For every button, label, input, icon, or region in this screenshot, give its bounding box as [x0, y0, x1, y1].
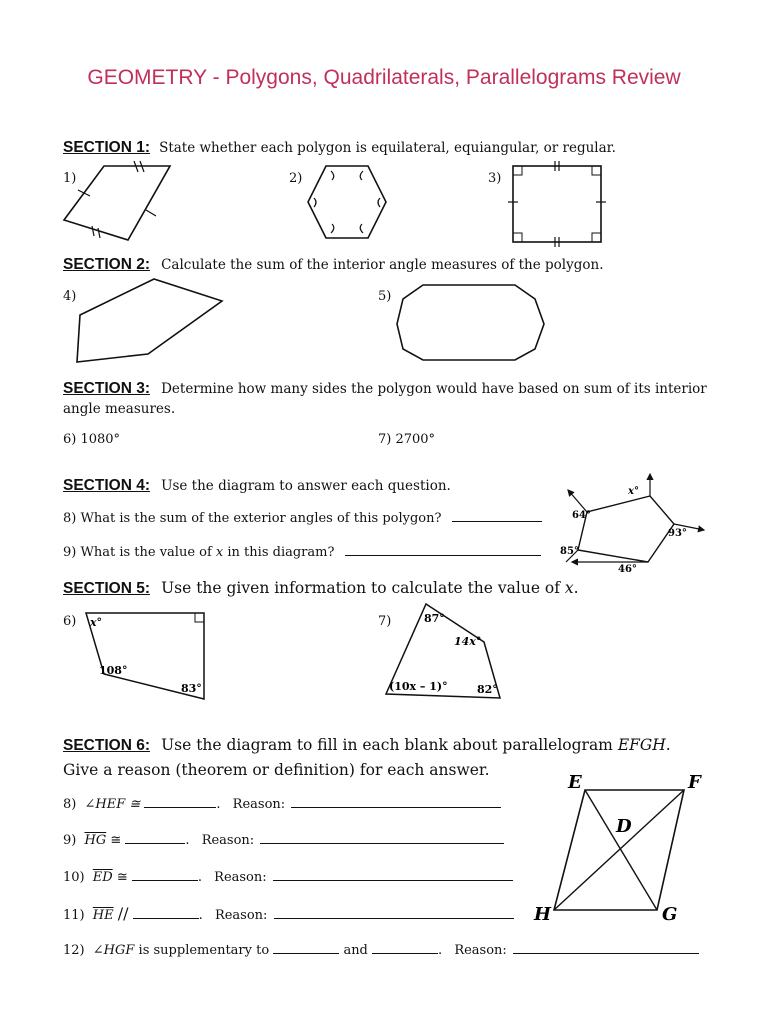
- section-2-instruction: Calculate the sum of the interior angle measures of the polygon.: [161, 257, 604, 273]
- question-number: 8): [63, 797, 77, 812]
- section-3-instruction-line2: angle measures.: [63, 401, 176, 417]
- section-6-instruction: Use the diagram to fill in each blank about parallelogram: [161, 736, 618, 754]
- angle-label-46: 46°: [618, 564, 637, 575]
- section-1-label: SECTION 1:: [63, 139, 150, 156]
- section-3-question-7: 7) 2700°: [378, 432, 436, 447]
- answer-blank[interactable]: [452, 509, 542, 522]
- section-6-question-12: 12) ∠HGF is supplementary to and . Reason:: [63, 941, 699, 958]
- angle-label-14x: 14x°: [454, 635, 482, 648]
- reason-label: Reason:: [214, 908, 268, 923]
- question-number: 12): [63, 943, 85, 958]
- question-8-text: 8) What is the sum of the exterior angles of this polygon?: [63, 511, 442, 526]
- section-4-instruction: Use the diagram to answer each question.: [161, 478, 451, 494]
- angle-label-87: 87°: [424, 612, 445, 625]
- question-number: 10): [63, 870, 85, 885]
- section-5-instruction: Use the given information to calculate the value of: [161, 579, 565, 597]
- vertex-e-label: E: [568, 772, 582, 793]
- question-number: 9): [63, 833, 77, 848]
- section-4-header: [63, 475, 451, 495]
- angle-label-10x-minus-1: (10x – 1)°: [389, 680, 448, 693]
- rectangle-figure: [508, 160, 608, 250]
- segment-hg: $\overline{HG}$: [84, 833, 107, 848]
- question-9-variable: x: [215, 545, 224, 560]
- item-1-number: 1): [63, 171, 77, 186]
- angle-label-108: 108°: [99, 664, 128, 677]
- reason-label: Reason:: [201, 833, 255, 848]
- angle-label-85: 85°: [560, 546, 579, 557]
- section-6-end: .: [665, 736, 671, 754]
- pentagon-figure: [72, 275, 232, 370]
- angle-label-93: 93°: [668, 528, 687, 539]
- section-3-header: [63, 378, 707, 398]
- section-4-question-8: [63, 509, 542, 526]
- and-text: and: [343, 943, 368, 958]
- section-6-question-11: 11) $\overline{HE}$ // . Reason:: [63, 904, 514, 923]
- angle-label-64: 64°: [572, 510, 591, 521]
- answer-blank[interactable]: [125, 831, 185, 844]
- section-5-question-7: 7): [378, 614, 392, 629]
- segment-he: $\overline{HE}$: [92, 908, 114, 923]
- question-9-text-b: in this diagram?: [223, 545, 335, 560]
- reason-label: Reason:: [232, 797, 286, 812]
- reason-blank[interactable]: [260, 831, 504, 844]
- answer-blank[interactable]: [133, 906, 199, 919]
- answer-blank[interactable]: [144, 795, 216, 808]
- section-3-instruction-line1: Determine how many sides the polygon would have based on sum of its interior: [161, 381, 707, 397]
- reason-label: Reason:: [214, 870, 267, 885]
- section-6-question-10: 10) $\overline{ED}$ ≅ . Reason:: [63, 868, 513, 885]
- decagon-figure: [394, 280, 549, 365]
- answer-blank[interactable]: [345, 543, 541, 556]
- item-4-number: 4): [63, 289, 77, 304]
- quadrilateral-7-figure: [384, 600, 506, 704]
- angle-label-83: 83°: [181, 682, 202, 695]
- item-2-number: 2): [289, 171, 303, 186]
- congruent-symbol: ≅: [110, 833, 122, 848]
- section-5-label: SECTION 5:: [63, 580, 150, 597]
- quadrilateral-6-figure: [82, 606, 212, 704]
- parallelogram-efgh-figure: [530, 768, 710, 928]
- reason-label: Reason:: [454, 943, 507, 958]
- segment-ed: $\overline{ED}$: [92, 870, 113, 885]
- angle-label-82: 82°: [477, 683, 498, 696]
- section-4-label: SECTION 4:: [63, 477, 150, 494]
- answer-blank[interactable]: [372, 941, 438, 954]
- section-5-question-6: 6): [63, 614, 77, 629]
- intersection-d-label: D: [616, 816, 632, 837]
- reason-blank[interactable]: [291, 795, 501, 808]
- answer-blank[interactable]: [273, 941, 339, 954]
- reason-blank[interactable]: [274, 906, 514, 919]
- angle-hef-expression: ∠HEF ≅: [84, 797, 141, 812]
- hexagon-figure: [302, 158, 392, 248]
- reason-blank[interactable]: [273, 868, 513, 881]
- rhombus-figure: [60, 160, 180, 250]
- supplementary-text: is supplementary to: [138, 943, 270, 958]
- item-3-number: 3): [488, 171, 502, 186]
- vertex-h-label: H: [534, 904, 552, 925]
- congruent-symbol: ≅: [116, 870, 128, 885]
- section-2-label: SECTION 2:: [63, 256, 150, 273]
- section-6-header: [63, 735, 671, 755]
- exterior-angles-figure: [552, 470, 712, 582]
- section-5-variable: x: [564, 579, 574, 597]
- angle-hgf-expression: ∠HGF: [92, 943, 135, 958]
- reason-blank[interactable]: [513, 941, 699, 954]
- section-6-question-8: 8) ∠HEF ≅ . Reason:: [63, 795, 501, 812]
- section-4-question-9: [63, 543, 541, 560]
- vertex-f-label: F: [688, 772, 701, 793]
- section-6-parallelogram-name: EFGH: [617, 736, 666, 754]
- section-6-instruction-line2: Give a reason (theorem or definition) for each answer.: [63, 761, 490, 779]
- angle-label-x: x°: [90, 616, 103, 629]
- vertex-g-label: G: [662, 904, 678, 925]
- section-1-instruction: State whether each polygon is equilateral, equiangular, or regular.: [159, 140, 616, 156]
- section-6-label: SECTION 6:: [63, 737, 150, 754]
- answer-blank[interactable]: [132, 868, 198, 881]
- section-5-header: [63, 578, 579, 598]
- item-5-number: 5): [378, 289, 392, 304]
- section-2-header: [63, 254, 604, 274]
- section-6-question-9: 9) $\overline{HG}$ ≅ . Reason:: [63, 831, 504, 848]
- section-1-header: [63, 137, 616, 157]
- page-title: GEOMETRY - Polygons, Quadrilaterals, Parallelograms Review: [87, 66, 681, 89]
- parallel-symbol: //: [117, 904, 129, 923]
- question-9-text-a: 9) What is the value of: [63, 545, 216, 560]
- question-number: 11): [63, 908, 85, 923]
- section-3-question-6: 6) 1080°: [63, 432, 121, 447]
- section-5-end: .: [573, 579, 579, 597]
- section-3-label: SECTION 3:: [63, 380, 150, 397]
- angle-label-x: x°: [628, 486, 639, 497]
